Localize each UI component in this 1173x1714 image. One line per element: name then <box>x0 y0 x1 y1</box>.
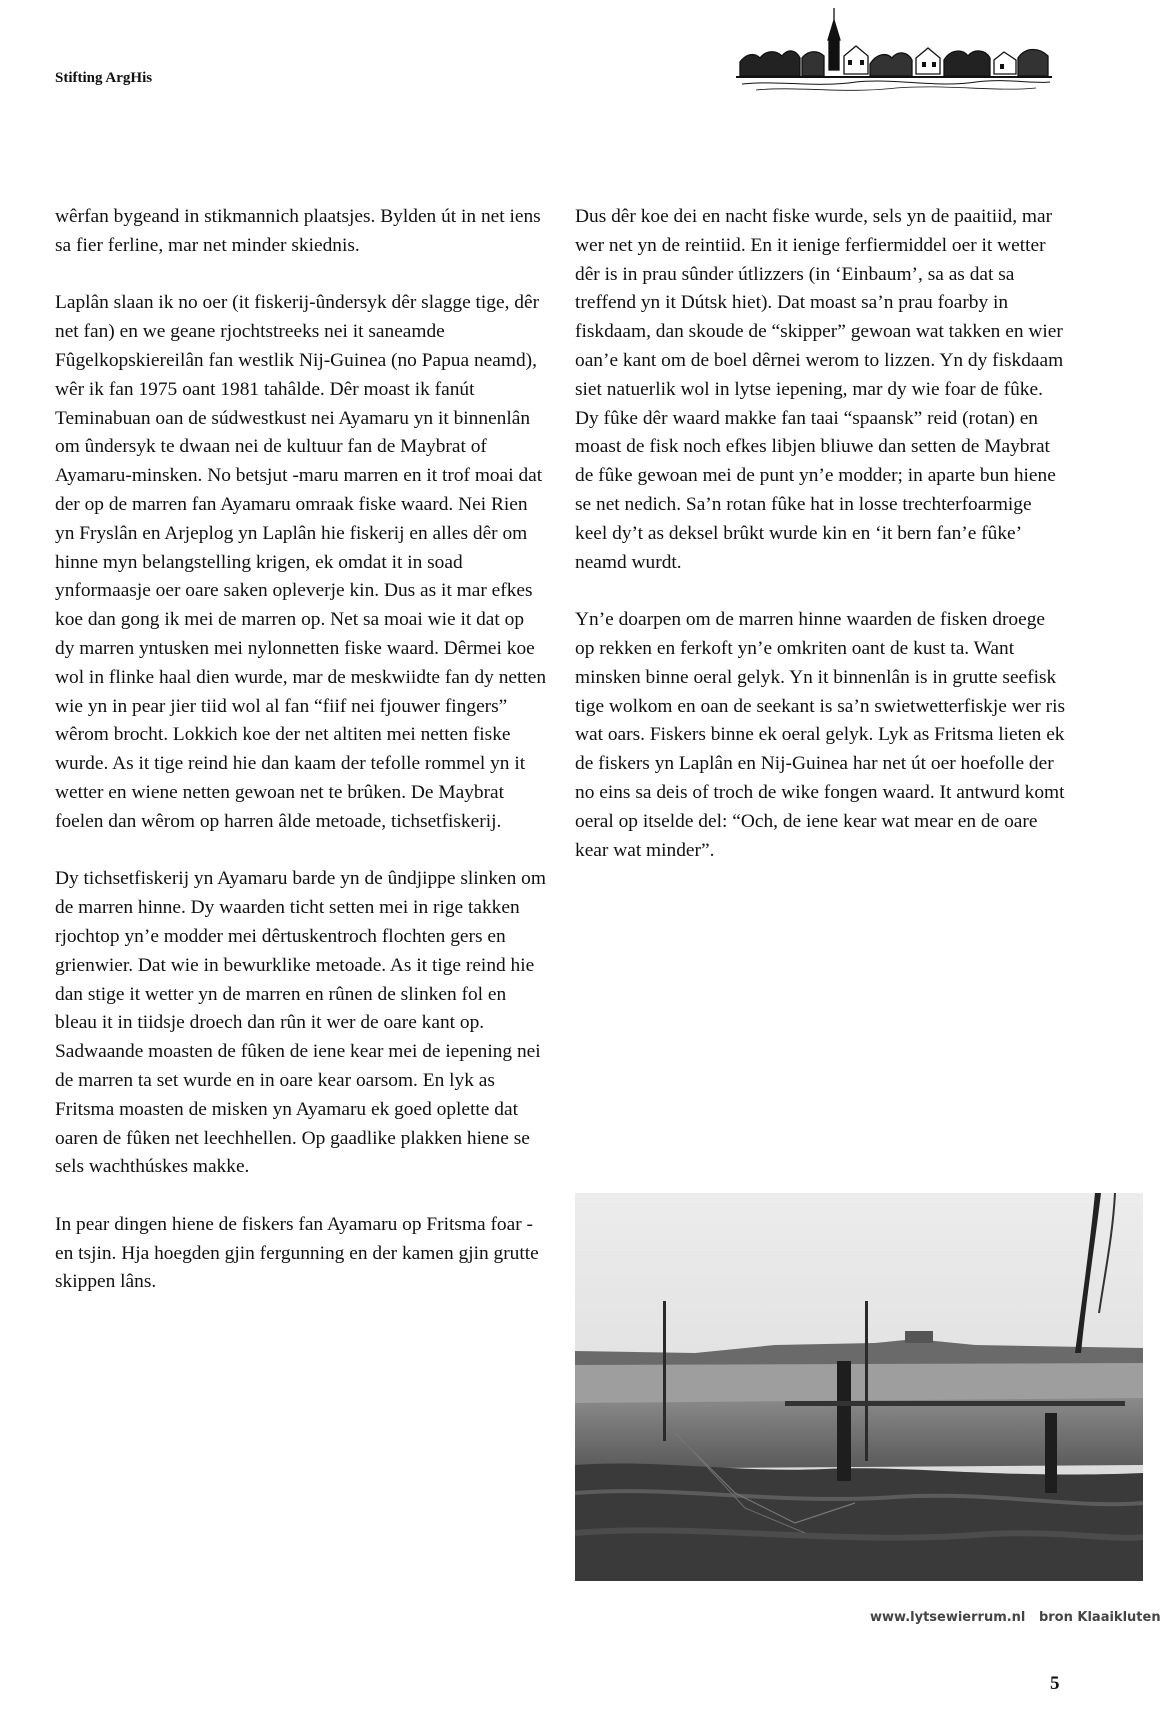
paragraph: In pear dingen hiene de fiskers fan Ayamaru op Fritsma foar - en tsjin. Hja hoegden gjin fergunning en der kamen gjin grutte skippen lâns. <box>55 1213 539 1293</box>
paragraph: Yn’e doarpen om de marren hinne waarden de fisken droege op rekken en ferkoft yn’e omkriten oant de kust ta. Want minsken binne oeral gelyk. Yn it binnenlân is in grutte seefisk tige wolkom en oan de seekant is sa’n swietwetterfiskje wer ris wat oars. Fiskers binne ek oeral gelyk. Lyk as Fritsma lieten ek de fiskers yn Laplân en Nij-Guinea har net út oer hoefolle der no eins sa deis of troch de wike fongen waard. It antwurd komt oeral op itselde del: “Och, de iene kear wat mear en de oare kear wat minder”. <box>575 609 1066 861</box>
right-column <box>575 203 1065 894</box>
source-credit: www.lytsewierrum.nl bron Klaaikluten <box>870 1610 1161 1625</box>
village-skyline-logo-icon <box>736 6 1052 98</box>
paragraph: Laplân slaan ik no oer (it fiskerij-ûndersyk dêr slagge tige, dêr net fan) en we geane rjochtstreeks nei it saneamde Fûgelkopskiereilân fan westlik Nij-Guinea (no Papua neamd), wêr ik fan 1975 oant 1981 tahâlde. Dêr moast ik fanút Teminabuan oan de súdwestkust nei Ayamaru yn it binnenlân om ûndersyk te dwaan nei de kultuur fan de Maybrat of Ayamaru-minsken. No betsjut -maru marren en it trof moai dat der op de marren fan Ayamaru omraak fiske waard. Nei Rien yn Fryslân en Arjeplog yn Laplân hie fiskerij en alles dêr om hinne myn belangstelling krigen, ek omdat it in soad ynformaasje oer oare saken opleverje kin. Dus as it mar efkes koe dan gong ik mei de marren op. Net sa moai wie it dat op dy marren yntusken mei nylonnetten fiske waard. Dêrmei koe wol in flinke haal dien wurde, mar de meskwiidte fan dy netten wie yn in pear jier tiid wol al fan “fiif nei fjouwer fingers” wêrom brocht. Lokkich koe der net altiten mei netten fiske wurde. As it tige reind hie dan kaam der tefolle rommel yn it wetter en wiene netten gewoan net te brûken. De Maybrat foelen dan wêrom op harren âlde metoade, tichsetfiskerij. <box>55 292 547 832</box>
paragraph: wêrfan bygeand in stikmannich plaatsjes. Bylden út in net iens sa fier ferline, mar net minder skiednis. <box>55 206 541 256</box>
fishing-dam-photo <box>575 1193 1143 1581</box>
page-number: 5 <box>1050 1673 1060 1694</box>
paragraph: Dy tichsetfiskerij yn Ayamaru barde yn de ûndjippe slinken om de marren hinne. Dy waarden ticht setten mei in rige takken rjochtop yn’e modder mei dêrtuskentroch flochten gers en grienwier. Dat wie in bewurklike metoade. As it tige reind hie dan stige it wetter yn de marren en rûnen de slinken fol en bleau it in tiidsje droech dan rûn it wer de oare kant op. Sadwaande moasten de fûken de iene kear mei de iepening nei de marren ta set wurde en in oare kear oarsom. En lyk as Fritsma moasten de misken yn Ayamaru ek goed oplette dat oaren de fûken net leechhellen. Op gaadlike plakken hiene se sels wachthúskes makke. <box>55 868 546 1178</box>
left-column <box>55 203 547 1326</box>
header-org: Stifting ArgHis <box>55 70 153 86</box>
paragraph: Dus dêr koe dei en nacht fiske wurde, sels yn de paaitiid, mar wer net yn de reintiid. En it ienige ferfiermiddel oer it wetter dêr is in prau sûnder útlizzers (in ‘Einbaum’, sa as dat sa treffend yn it Dútsk hiet). Dat moast sa’n prau foarby in fiskdaam, dan skoude de “skipper” gewoan wat takken en wier oan’e kant om de boel dêrnei werom to lizzen. Yn dy fiskdaam siet natuerlik wol in lytse iepening, mar dy wie foar de fûke. Dy fûke dêr waard makke fan taai “spaansk” reid (rotan) en moast de fisk noch efkes libjen bliuwe dan setten de Maybrat de fûke gewoan mei de punt yn’e modder; in aparte bun hiene se net nedich. Sa’n rotan fûke hat in losse trechterfoarmige keel dy’t as deksel brûkt wurde kin en ‘it bern fan’e fûke’ neamd wurdt. <box>575 206 1064 573</box>
